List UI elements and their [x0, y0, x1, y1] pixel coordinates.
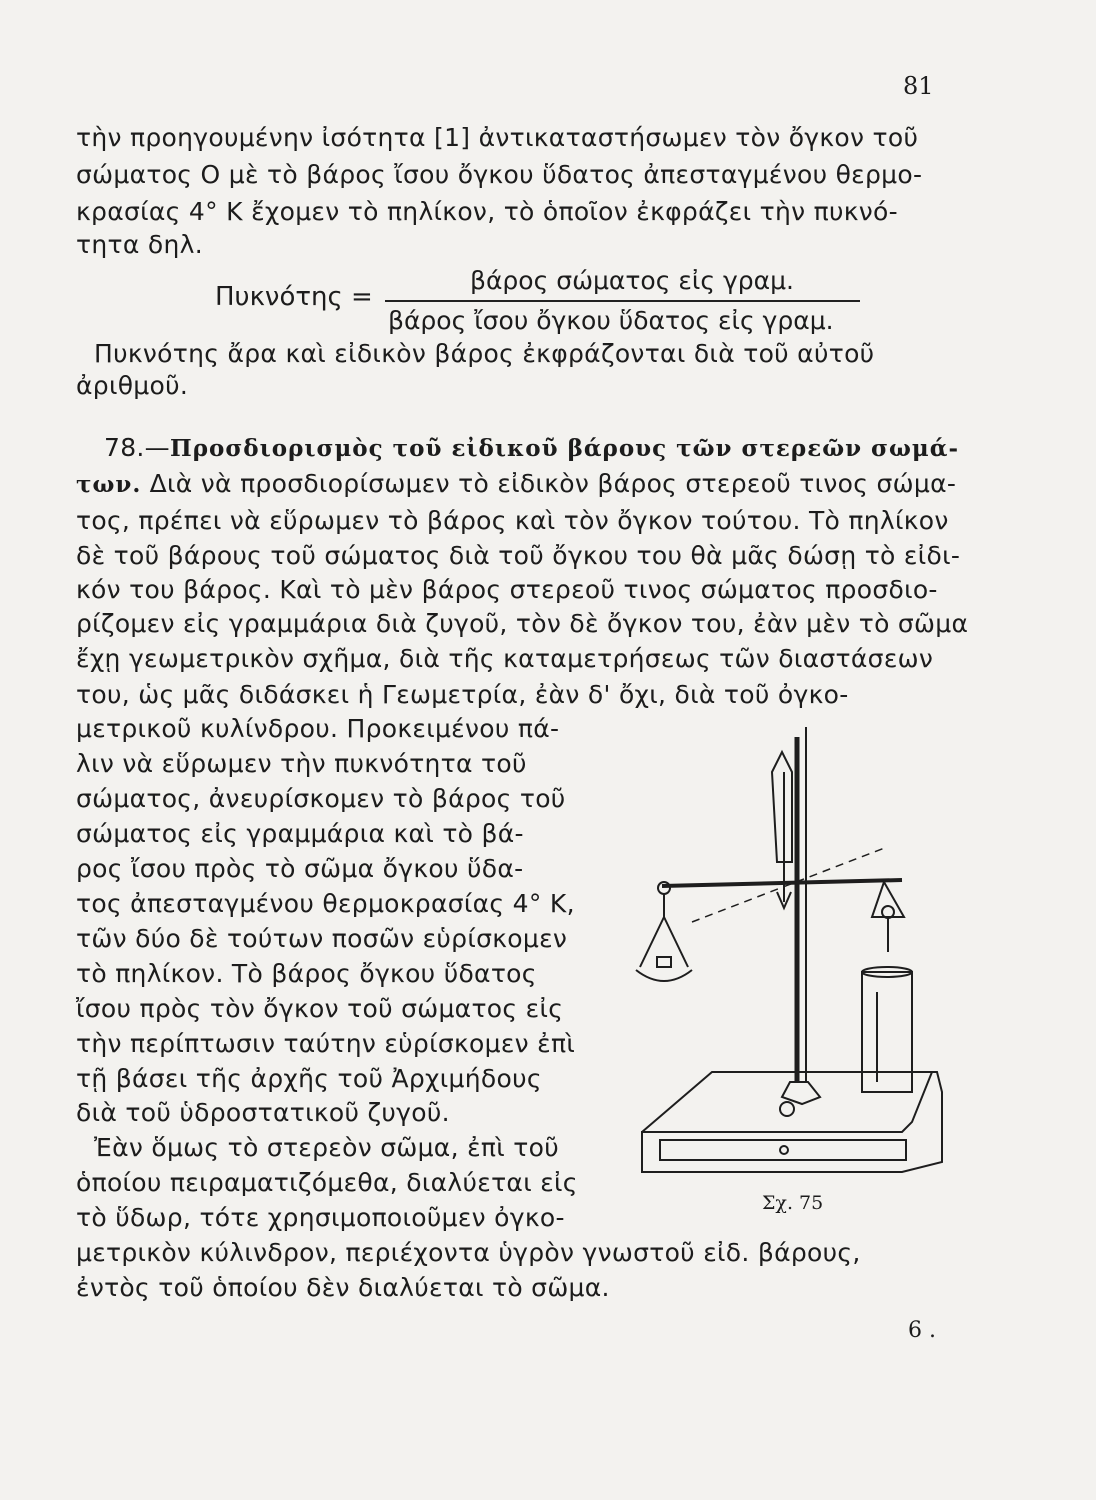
text-line: ἀριθμοῦ. [76, 371, 189, 400]
left-weight [657, 957, 671, 967]
column-line: τὸ πηλίκον. Τὸ βάρος ὄγκου ὕδατος [76, 959, 537, 988]
text-line: τὴν προηγουμένην ἰσότητα [1] ἀντικαταστήσωμεν τὸν ὄγκον τοῦ [76, 123, 919, 152]
text-line: τος, πρέπει νὰ εὕρωμεν τὸ βάρος καὶ τὸν ὄγκον τούτου. Τὸ πηλίκον [76, 506, 949, 535]
text-line: ἐντὸς τοῦ ὁποίου δὲν διαλύεται τὸ σῶμα. [76, 1273, 610, 1302]
text-line: σώματος Ο μὲ τὸ βάρος ἴσου ὄγκου ὕδατος ἀπεσταγμένου θερμο- [76, 160, 923, 189]
hydrostatic-balance-figure [632, 712, 968, 1232]
fraction-bar [385, 300, 860, 302]
section-title: Προσδιορισμὸς τοῦ εἰδικοῦ βάρους τῶν στερεῶν σωμά- [169, 435, 959, 462]
hydrostatic-balance-drawing [632, 712, 968, 1232]
text-line: ἔχῃ γεωμετρικὸν σχῆμα, διὰ τῆς καταμετρήσεως τῶν διαστάσεων [76, 644, 934, 673]
page-number: 81 [903, 72, 934, 100]
section-first-line [76, 468, 956, 501]
column-line: μετρικοῦ κυλίνδρου. Προκειμένου πά- [76, 714, 560, 743]
section-title-end: των. [76, 471, 142, 498]
column-line: Ἐὰν ὅμως τὸ στερεὸν σῶμα, ἐπὶ τοῦ [94, 1133, 559, 1162]
formula-label: Πυκνότης = [215, 282, 373, 312]
text-line: δὲ τοῦ βάρους τοῦ σώματος διὰ τοῦ ὄγκου του θὰ μᾶς δώσῃ τὸ εἰδι- [76, 541, 961, 570]
column-line: σώματος εἰς γραμμάρια καὶ τὸ βά- [76, 819, 524, 848]
column-line: τὴν περίπτωσιν ταύτην εὑρίσκομεν ἐπὶ [76, 1029, 576, 1058]
column-foot [782, 1082, 820, 1104]
text-line: κόν του βάρος. Καὶ τὸ μὲν βάρος στερεοῦ τινος σώματος προσδιο- [76, 575, 938, 604]
text-line: μετρικὸν κύλινδρον, περιέχοντα ὑγρὸν γνωστοῦ εἰδ. βάρους, [76, 1238, 861, 1267]
left-pan [636, 970, 692, 981]
column-line: τος ἀπεσταγμένου θερμοκρασίας 4° Κ, [76, 889, 575, 918]
balance-beam [662, 880, 902, 886]
left-string-b [664, 917, 688, 967]
signature-mark: 6 . [908, 1318, 936, 1343]
column-line: τῶν δύο δὲ τούτων ποσῶν εὑρίσκομεν [76, 924, 568, 953]
text-line: τητα δηλ. [76, 230, 203, 259]
leveling-screw [780, 1102, 794, 1116]
base-box [642, 1072, 942, 1172]
text-line: Πυκνότης ἄρα καὶ εἰδικὸν βάρος ἐκφράζονται διὰ τοῦ αὐτοῦ [94, 339, 875, 368]
left-hook [658, 882, 670, 894]
text-line: του, ὡς μᾶς διδάσκει ἡ Γεωμετρία, ἐὰν δ' ὄχι, διὰ τοῦ ὀγκο- [76, 680, 849, 709]
right-hanger [872, 882, 904, 917]
formula-denominator: βάρος ἴσου ὄγκου ὕδατος εἰς γραμ. [388, 306, 834, 335]
pointer-holder [772, 752, 792, 862]
column-line: ἴσου πρὸς τὸν ὄγκον τοῦ σώματος εἰς [76, 994, 564, 1023]
column-line: λιν νὰ εὕρωμεν τὴν πυκνότητα τοῦ [76, 749, 527, 778]
drawer-knob [780, 1146, 788, 1154]
column-line: ὁποίου πειραματιζόμεθα, διαλύεται εἰς [76, 1168, 578, 1197]
figure-caption: Σχ. 75 [762, 1192, 824, 1214]
section-text: Διὰ νὰ προσδιορίσωμεν τὸ εἰδικὸν βάρος στερεοῦ τινος σώμα- [149, 469, 957, 498]
column-line: τὸ ὕδωρ, τότε χρησιμοποιοῦμεν ὀγκο- [76, 1203, 565, 1232]
column-line: τῇ βάσει τῆς ἀρχῆς τοῦ Ἀρχιμήδους [76, 1064, 542, 1093]
drawer [660, 1140, 906, 1160]
text-line: ρίζομεν εἰς γραμμάρια διὰ ζυγοῦ, τὸν δὲ ὄγκον του, ἐὰν μὲν τὸ σῶμα [76, 609, 969, 638]
formula-numerator: βάρος σώματος εἰς γραμ. [470, 266, 794, 295]
text-line: κρασίας 4° Κ ἔχομεν τὸ πηλίκον, τὸ ὁποῖον ἐκφράζει τὴν πυκνό- [76, 197, 898, 226]
section-number: 78.— [104, 433, 170, 462]
section-heading-line [104, 432, 959, 465]
column-line: ρος ἴσου πρὸς τὸ σῶμα ὄγκου ὕδα- [76, 854, 524, 883]
column-line: σώματος, ἀνευρίσκομεν τὸ βάρος τοῦ [76, 784, 566, 813]
column-line: διὰ τοῦ ὑδροστατικοῦ ζυγοῦ. [76, 1098, 450, 1127]
water-cylinder [862, 972, 912, 1092]
left-string-a [640, 917, 664, 967]
